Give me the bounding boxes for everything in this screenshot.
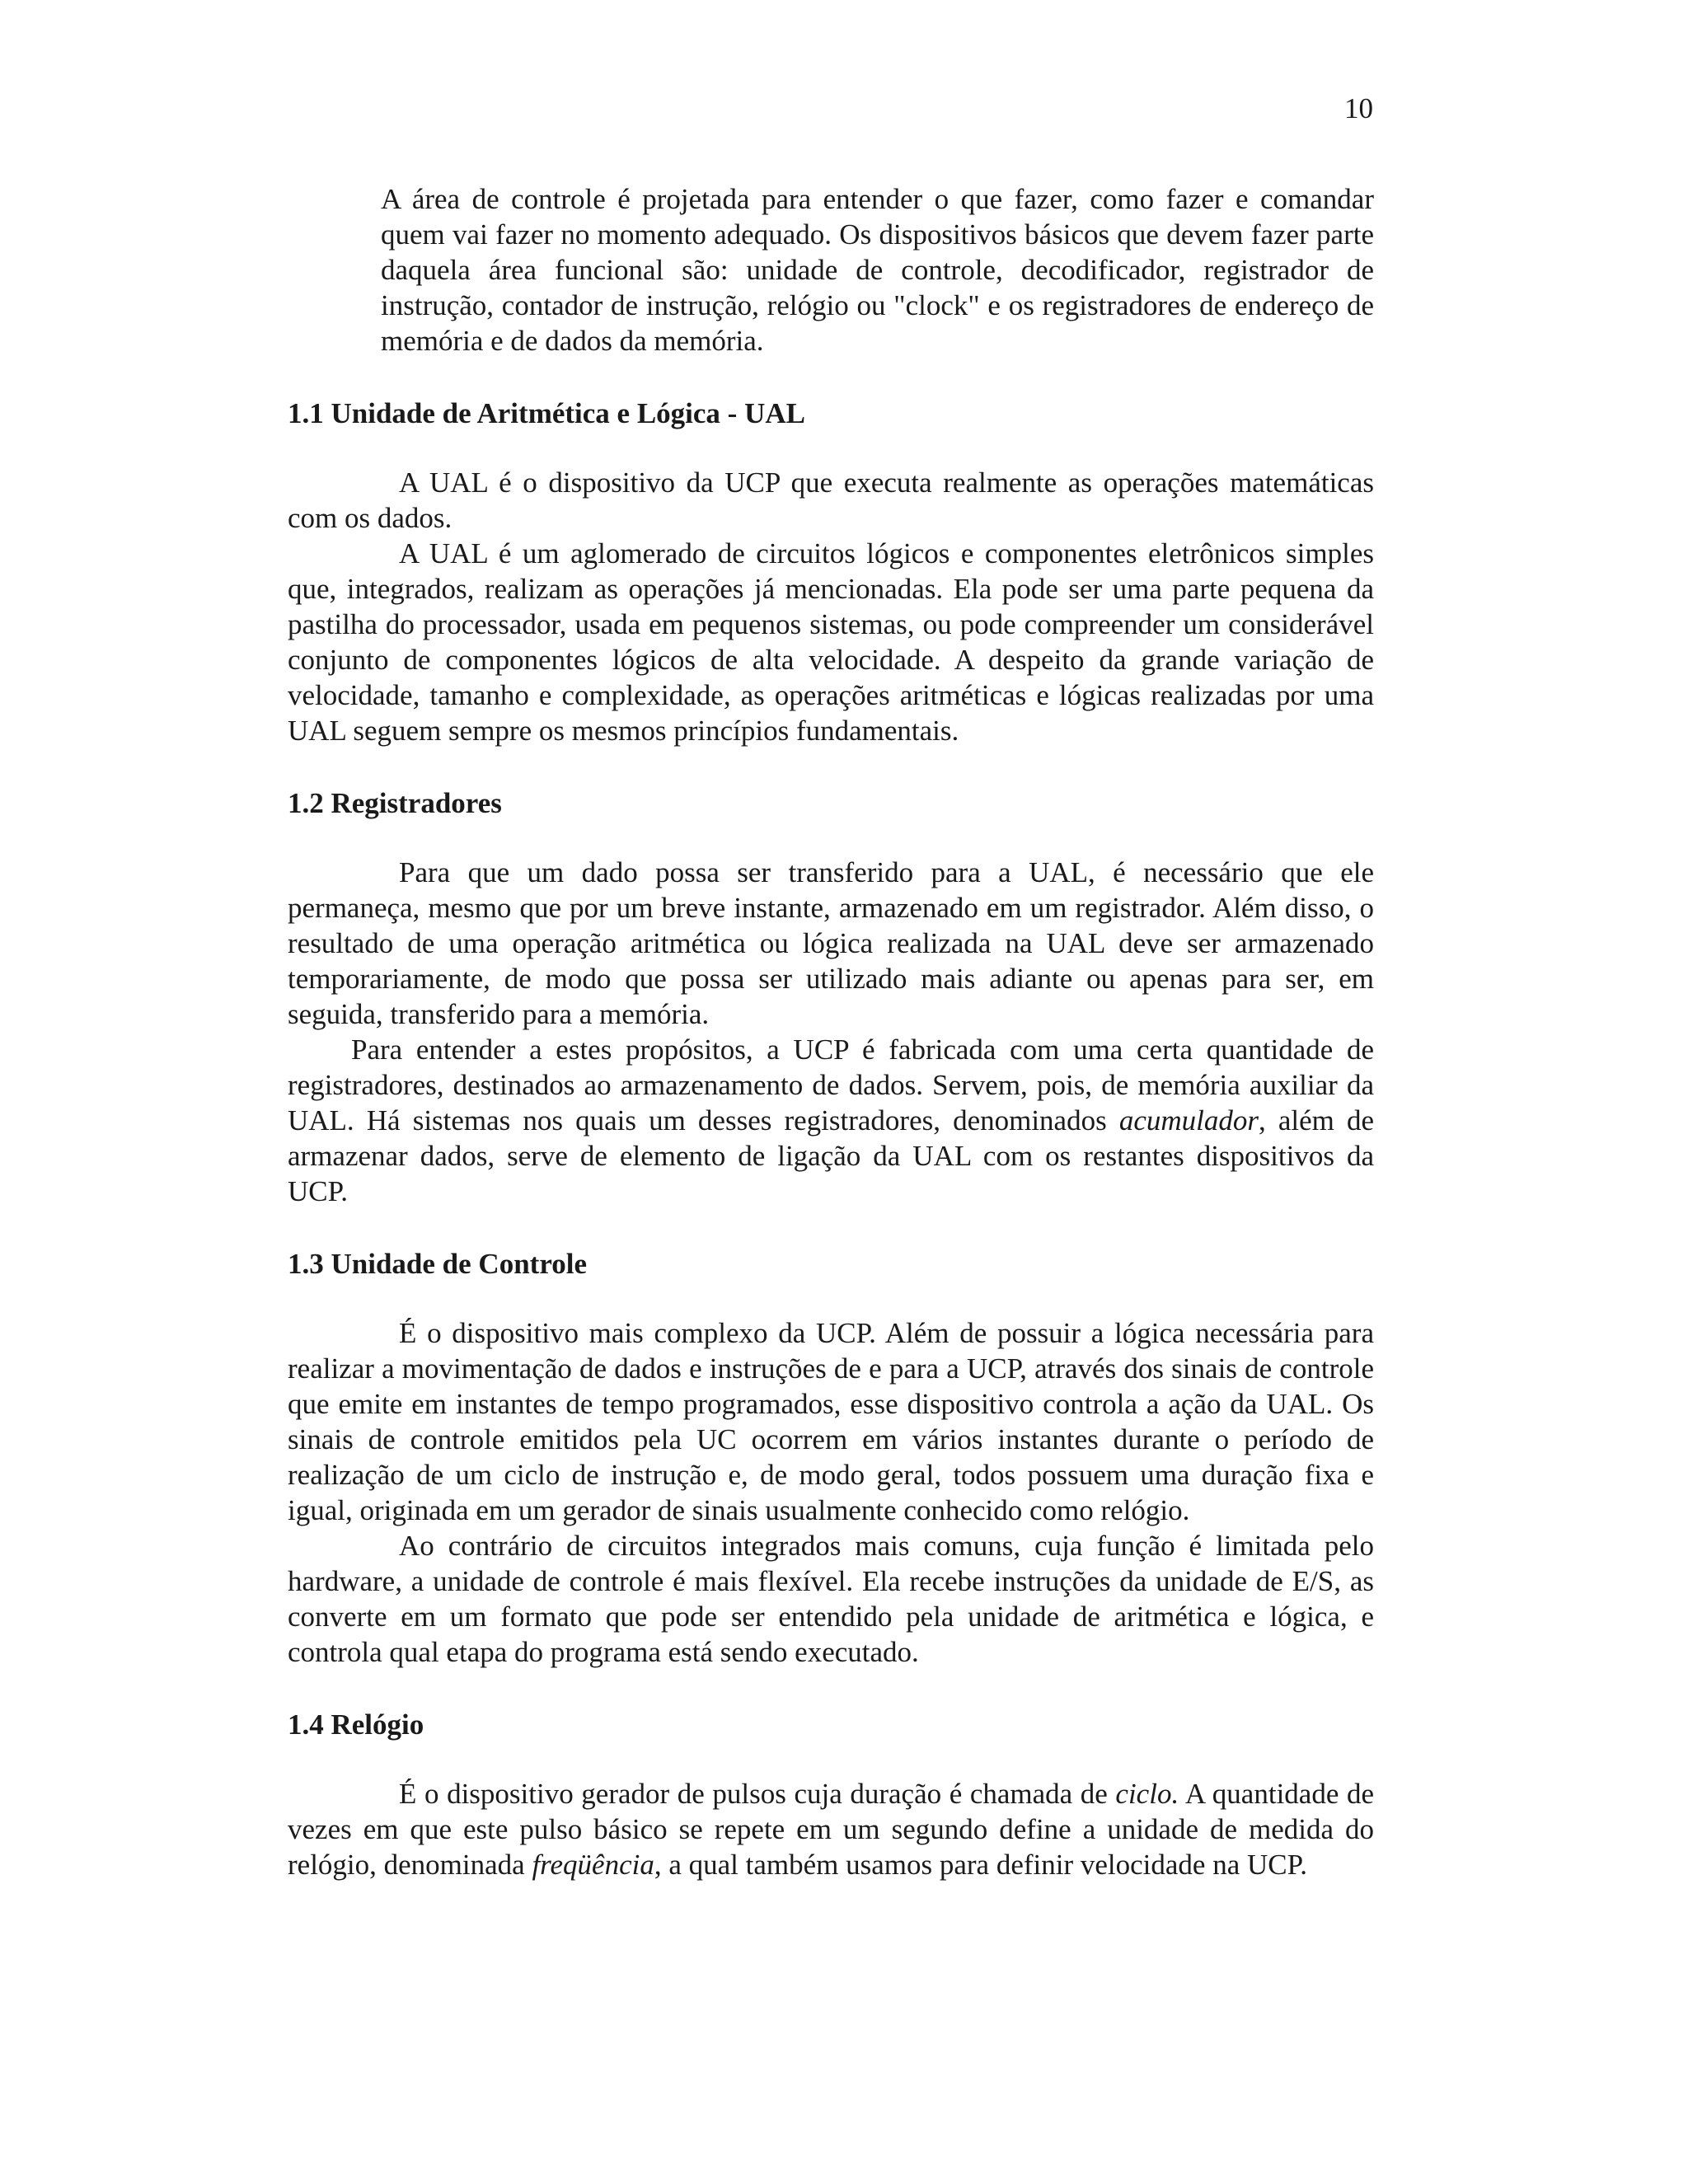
ual-paragraph-2: A UAL é um aglomerado de circuitos lógicos e componentes eletrônicos simples que, integrados, realizam as operações já mencionadas. Ela pode ser uma parte pequena da pastilha do processador, usada em pequenos sistemas, ou pode compreender um considerável conjunto de componentes lógicos de alta velocidade. A despeito da grande variação de velocidade, tamanho e complexidade, as operações aritméticas e lógicas realizadas por uma UAL seguem sempre os mesmos princípios fundamentais. bbox=[288, 537, 1374, 747]
section-heading-unidade-controle: 1.3 Unidade de Controle bbox=[288, 1248, 587, 1280]
ual-paragraph-1: A UAL é o dispositivo da UCP que executa realmente as operações matemáticas com os dados. bbox=[288, 466, 1374, 534]
section-heading-registradores: 1.2 Registradores bbox=[288, 787, 502, 819]
registradores-paragraph-2 bbox=[288, 1032, 1374, 1209]
intro-paragraph: A área de controle é projetada para entender o que fazer, como fazer e comandar quem vai fazer no momento adequado. Os dispositivos básicos que devem fazer parte daquela área funcional são: unidade de controle, decodificador, registrador de instrução, contador de instrução, relógio ou "clock" e os registradores de endereço de memória e de dados da memória. bbox=[381, 183, 1374, 357]
acumulador-term: acumulador bbox=[1118, 1104, 1259, 1137]
section-heading-relogio: 1.4 Relógio bbox=[288, 1708, 424, 1741]
frequencia-term: freqüência bbox=[532, 1849, 654, 1881]
ciclo-term: ciclo. bbox=[1115, 1778, 1179, 1810]
relogio-p1-start: É o dispositivo gerador de pulsos cuja duração é chamada de bbox=[399, 1778, 1116, 1810]
relogio-p1-mid: A quantidade de vezes em que este pulso básico se repete em um segundo define a unidade de medida do relógio, denominada bbox=[288, 1778, 1374, 1881]
controle-paragraph-1: É o dispositivo mais complexo da UCP. Além de possuir a lógica necessária para realizar a movimentação de dados e instruções de e para a UCP, através dos sinais de controle que emite em instantes de tempo programados, esse dispositivo controla a ação da UAL. Os sinais de controle emitidos pela UC ocorrem em vários instantes durante o período de realização de um ciclo de instrução e, de modo geral, todos possuem uma duração fixa e igual, originada em um gerador de sinais usualmente conhecido como relógio. bbox=[288, 1317, 1374, 1526]
page-number: 10 bbox=[1344, 92, 1373, 124]
page-content bbox=[288, 181, 1374, 1882]
registradores-p2-end: , além de armazenar dados, serve de elemento de ligação da UAL com os restantes dispositivos da UCP. bbox=[288, 1104, 1374, 1207]
registradores-paragraph-1: Para que um dado possa ser transferido para a UAL, é necessário que ele permaneça, mesmo que por um breve instante, armazenado em um registrador. Além disso, o resultado de uma operação aritmética ou lógica realizada na UAL deve ser armazenado temporariamente, de modo que possa ser utilizado mais adiante ou apenas para ser, em seguida, transferido para a memória. bbox=[288, 856, 1374, 1030]
relogio-p1-end: , a qual também usamos para definir velocidade na UCP. bbox=[654, 1849, 1307, 1881]
controle-paragraph-2: Ao contrário de circuitos integrados mais comuns, cuja função é limitada pelo hardware, a unidade de controle é mais flexível. Ela recebe instruções da unidade de E/S, as converte em um formato que pode ser entendido pela unidade de aritmética e lógica, e controla qual etapa do programa está sendo executado. bbox=[288, 1530, 1374, 1668]
registradores-p2-start: Para entender a estes propósitos, a UCP é fabricada com uma certa quantidade de registradores, destinados ao armazenamento de dados. Servem, pois, de memória auxiliar da UAL. Há sistemas nos quais um desses registradores, denominados bbox=[288, 1033, 1374, 1137]
section-heading-ual: 1.1 Unidade de Aritmética e Lógica - UAL bbox=[288, 397, 805, 429]
relogio-paragraph-1 bbox=[288, 1776, 1374, 1882]
